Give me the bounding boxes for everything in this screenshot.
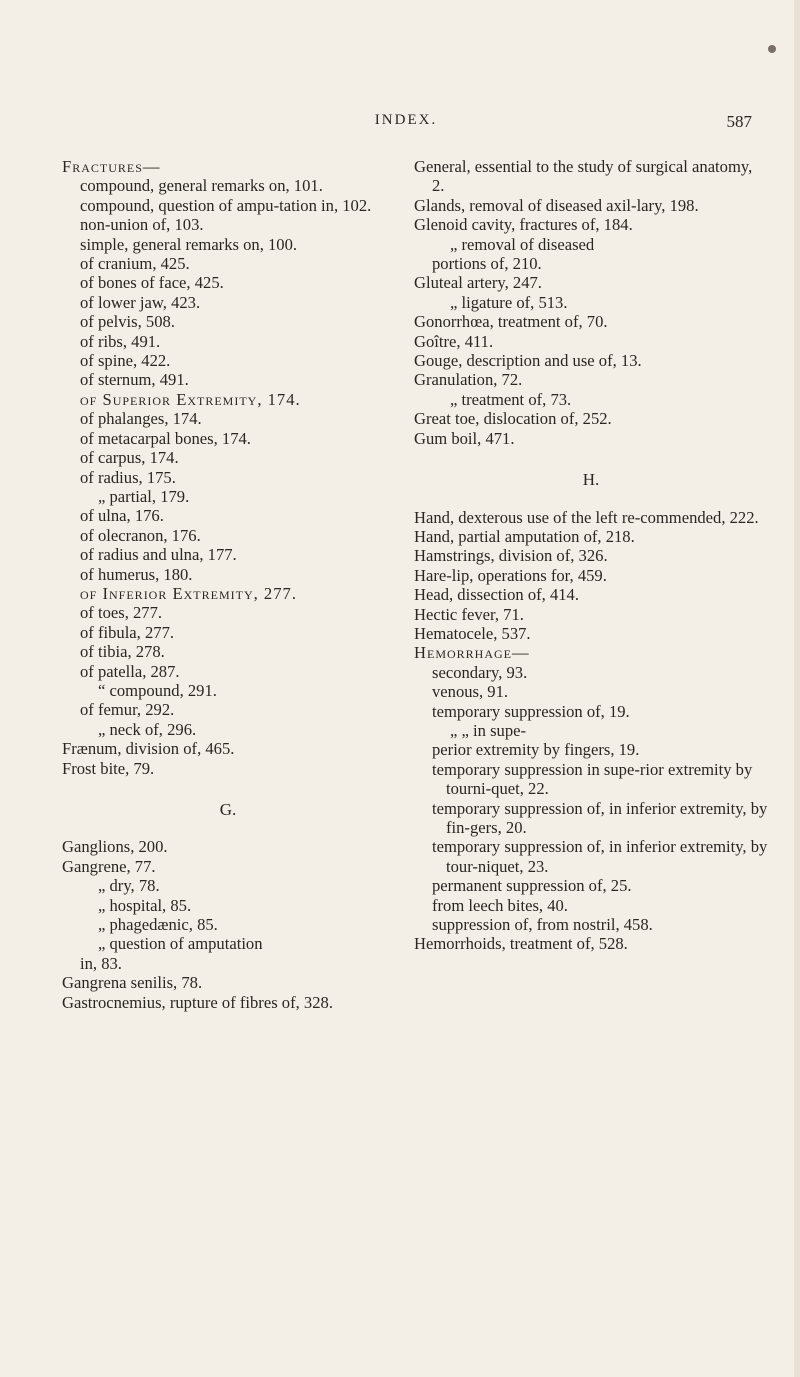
index-subentry: of radius and ulna, 177.: [80, 545, 237, 565]
index-entry-continuation: portions of, 210.: [432, 254, 542, 274]
index-subentry: of sternum, 491.: [80, 370, 189, 390]
index-subentry: temporary suppression in supe-rior extremity by tourni-quet, 22.: [432, 759, 753, 799]
page-edge: [794, 0, 800, 1377]
index-ditto-entry: „ neck of, 296.: [98, 719, 197, 739]
index-subentry: of phalanges, 174.: [80, 409, 202, 429]
index-entry: Great toe, dislocation of, 252.: [414, 409, 612, 429]
index-ditto-entry: „ removal of diseased: [450, 234, 595, 254]
index-entry: Hematocele, 537.: [414, 623, 531, 643]
index-subentry: of cranium, 425.: [80, 254, 190, 274]
index-entry: Head, dissection of, 414.: [414, 585, 579, 605]
index-subentry: of femur, 292.: [80, 700, 175, 720]
index-entry: Frænum, division of, 465.: [62, 739, 235, 759]
index-entry: Gouge, description and use of, 13.: [414, 351, 642, 371]
index-subentry: of olecranon, 176.: [80, 525, 201, 545]
index-entry: Hemorrhoids, treatment of, 528.: [414, 934, 628, 954]
index-subentry: non-union of, 103.: [80, 215, 204, 235]
index-ditto-entry: „ ligature of, 513.: [450, 292, 568, 312]
index-subentry: compound, general remarks on, 101.: [80, 176, 323, 196]
index-subentry: of tibia, 278.: [80, 642, 165, 662]
index-subentry: temporary suppression of, in inferior extremity, by fin-gers, 20.: [432, 798, 768, 837]
index-ditto-entry: „ dry, 78.: [98, 876, 160, 896]
index-entry: Gangrena senilis, 78.: [62, 973, 203, 993]
index-entry: Glands, removal of diseased axil-lary, 198.: [414, 195, 699, 215]
index-entry: Gastrocnemius, rupture of fibres of, 328.: [62, 992, 333, 1012]
index-entry: Gum boil, 471.: [414, 428, 515, 448]
index-entry: Frost bite, 79.: [62, 758, 155, 778]
index-entry-continuation: in, 83.: [80, 953, 122, 973]
index-subentry: of pelvis, 508.: [80, 312, 175, 332]
index-ditto-entry: „ phagedænic, 85.: [98, 915, 218, 935]
index-subentry: suppression of, from nostril, 458.: [432, 915, 653, 935]
index-subentry: of radius, 175.: [80, 467, 176, 487]
page-number: 587: [726, 112, 752, 131]
index-entry: Granulation, 72.: [414, 370, 523, 390]
index-entry: Hectic fever, 71.: [414, 604, 524, 624]
index-section-letter: H.: [582, 470, 600, 490]
index-ditto-entry: “ compound, 291.: [98, 680, 217, 700]
index-entry: Hare-lip, operations for, 459.: [414, 565, 607, 585]
left-column: [62, 157, 394, 1012]
index-subentry: of ulna, 176.: [80, 506, 164, 526]
index-section-letter: G.: [219, 800, 237, 819]
running-title: INDEX.: [374, 112, 438, 128]
index-heading: Hemorrhage—: [414, 643, 530, 663]
page-header: [60, 112, 752, 136]
index-entry: Ganglions, 200.: [62, 837, 168, 857]
index-subentry: of humerus, 180.: [80, 564, 193, 584]
index-entry: Glenoid cavity, fractures of, 184.: [414, 215, 633, 235]
index-ditto-entry: „ „ in supe-: [450, 720, 527, 740]
index-subentry: permanent suppression of, 25.: [432, 876, 632, 896]
index-ditto-entry: „ treatment of, 73.: [450, 389, 572, 409]
index-entry: Gluteal artery, 247.: [414, 273, 542, 293]
index-subentry: of spine, 422.: [80, 351, 171, 371]
index-ditto-entry: „ question of amputation: [98, 934, 263, 954]
ink-spot: [768, 45, 776, 53]
index-entry: Hand, dexterous use of the left re-commended, 222.: [414, 507, 759, 527]
index-ditto-entry: „ partial, 179.: [98, 486, 190, 506]
index-subentry: of bones of face, 425.: [80, 273, 224, 293]
index-subentry: from leech bites, 40.: [432, 895, 568, 915]
index-subentry: venous, 91.: [432, 682, 509, 702]
index-entry: Goître, 411.: [414, 331, 494, 351]
index-entry: Gonorrhœa, treatment of, 70.: [414, 312, 608, 332]
index-heading: Fractures—: [62, 157, 161, 176]
index-subentry: of patella, 287.: [80, 661, 180, 681]
index-subentry: secondary, 93.: [432, 662, 528, 682]
index-subentry: of lower jaw, 423.: [80, 292, 201, 312]
index-subentry: of ribs, 491.: [80, 331, 161, 351]
index-entry: General, essential to the study of surgical anatomy, 2.: [414, 157, 753, 196]
index-subentry: of carpus, 174.: [80, 448, 179, 468]
index-subentry: simple, general remarks on, 100.: [80, 234, 298, 254]
index-subentry: temporary suppression of, in inferior extremity, by tour-niquet, 23.: [432, 837, 768, 876]
index-entry: Gangrene, 77.: [62, 856, 156, 876]
index-subentry: of metacarpal bones, 174.: [80, 428, 251, 448]
right-column: [414, 157, 768, 954]
index-ditto-entry: „ hospital, 85.: [98, 895, 192, 915]
index-entry: Hand, partial amputation of, 218.: [414, 526, 635, 546]
index-subheading: of Inferior Extremity, 277.: [80, 583, 297, 603]
index-subentry: compound, question of ampu-tation in, 102.: [80, 195, 372, 215]
index-subheading: of Superior Extremity, 174.: [80, 389, 301, 409]
index-subentry: of toes, 277.: [80, 603, 163, 623]
index-entry: Hamstrings, division of, 326.: [414, 546, 608, 566]
index-subentry: temporary suppression of, 19.: [432, 701, 630, 721]
index-subentry: perior extremity by fingers, 19.: [432, 740, 640, 760]
index-subentry: of fibula, 277.: [80, 622, 175, 642]
